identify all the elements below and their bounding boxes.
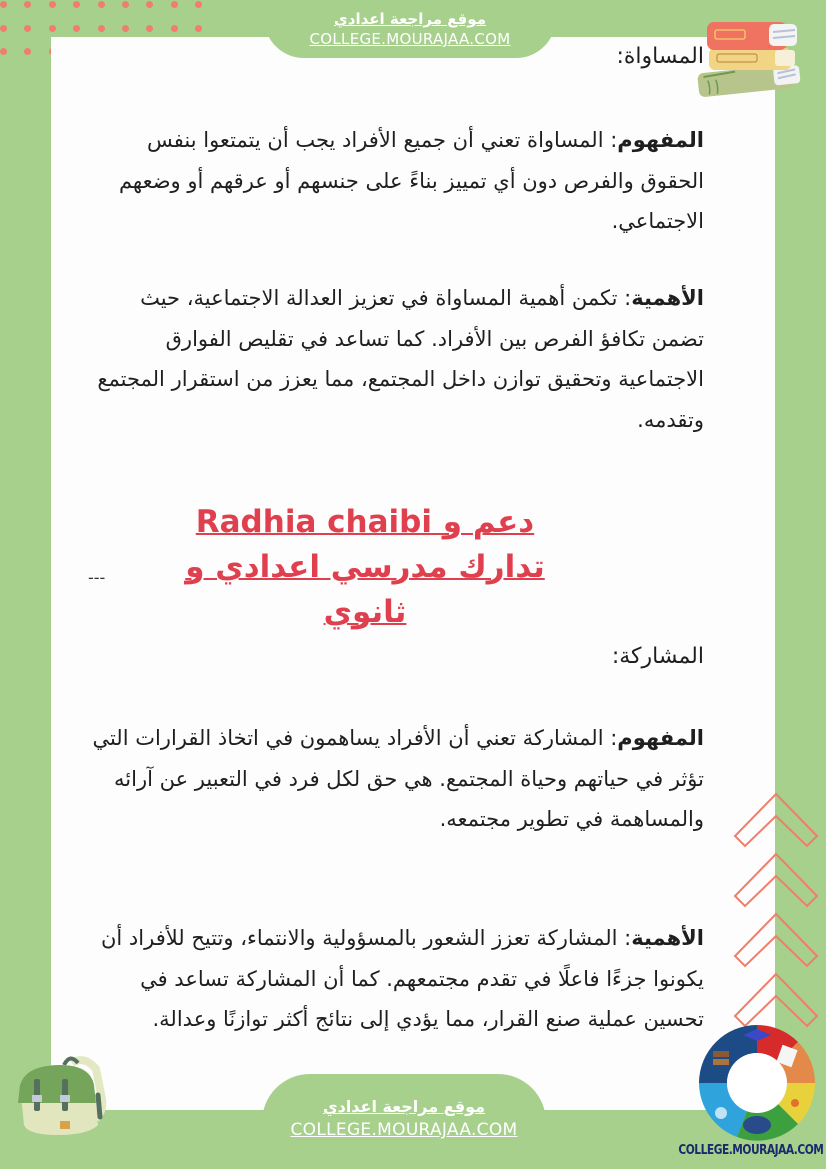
decorative-dot <box>122 1 129 8</box>
backpack-icon <box>14 1055 114 1135</box>
decorative-dot <box>24 48 31 55</box>
logo-site-url: COLLEGE.MOURAJAA.COM <box>678 1143 824 1158</box>
equality-importance <box>92 278 704 440</box>
promo-line-2: تدارك مدرسي اعدادي و <box>185 549 545 585</box>
separator: --- <box>88 568 106 587</box>
decorative-dot <box>146 25 153 32</box>
chevron-up-icon <box>733 790 819 1030</box>
decorative-dot <box>49 1 56 8</box>
decorative-dot <box>171 25 178 32</box>
equality-concept <box>92 120 704 242</box>
importance-label: الأهمية <box>631 926 704 950</box>
decorative-dot <box>49 25 56 32</box>
section-title-participation: المشاركة: <box>611 644 704 669</box>
decorative-dot <box>98 1 105 8</box>
decorative-dot <box>73 1 80 8</box>
decorative-dot <box>73 25 80 32</box>
header-site-name[interactable]: موقع مراجعة اعدادي <box>334 10 486 28</box>
participation-importance <box>92 918 704 1040</box>
decorative-dot <box>195 25 202 32</box>
books-stack-icon <box>695 10 807 98</box>
importance-text: : المشاركة تعزز الشعور بالمسؤولية والانتماء، وتتيح للأفراد أن يكونوا جزءًا فاعلًا في تقدم مجتمعهم. كما أن المشاركة تساعد في تحسين عملية صنع القرار، مما يؤدي إلى نتائج أكثر توازنًا وعدالة. <box>100 926 704 1031</box>
promo-line-3: ثانوي <box>323 594 407 630</box>
education-ring-logo <box>696 1022 818 1144</box>
section-title-equality: المساواة: <box>616 44 704 69</box>
header-site-url[interactable]: COLLEGE.MOURAJAA.COM <box>309 30 511 48</box>
header-tab[interactable] <box>264 0 556 58</box>
footer-tab[interactable] <box>262 1074 546 1169</box>
participation-concept <box>92 718 704 840</box>
promo-banner <box>185 500 545 635</box>
decorative-dot <box>24 1 31 8</box>
decorative-dot <box>195 1 202 8</box>
importance-label: الأهمية <box>631 286 704 310</box>
importance-text: : تكمن أهمية المساواة في تعزيز العدالة الاجتماعية، حيث تضمن تكافؤ الفرص بين الأفراد. كما تساعد في تقليص الفوارق الاجتماعية وتحقيق توازن داخل المجتمع، مما يعزز من استقرار المجتمع وتقدمه. <box>97 286 704 432</box>
decorative-dot <box>146 1 153 8</box>
concept-label: المفهوم <box>617 726 704 750</box>
footer-site-name[interactable]: موقع مراجعة اعدادي <box>322 1097 486 1116</box>
concept-text: : المشاركة تعني أن الأفراد يساهمون في اتخاذ القرارات التي تؤثر في حياتهم وحياة المجتمع. هي حق لكل فرد في التعبير عن آرائه والمساهمة في تطوير مجتمعه. <box>92 726 704 831</box>
decorative-dot <box>171 1 178 8</box>
concept-text: : المساواة تعني أن جميع الأفراد يجب أن يتمتعوا بنفس الحقوق والفرص دون أي تمييز بناءً على جنسهم أو عرقهم أو وضعهم الاجتماعي. <box>118 128 704 233</box>
decorative-dot <box>98 25 105 32</box>
footer-site-url[interactable]: COLLEGE.MOURAJAA.COM <box>290 1120 518 1140</box>
decorative-dot <box>0 1 7 8</box>
decorative-dot <box>24 25 31 32</box>
concept-label: المفهوم <box>617 128 704 152</box>
decorative-dot <box>0 48 7 55</box>
decorative-dot <box>122 25 129 32</box>
decorative-dot <box>0 25 7 32</box>
promo-line-1: دعم و Radhia chaibi <box>195 504 535 540</box>
